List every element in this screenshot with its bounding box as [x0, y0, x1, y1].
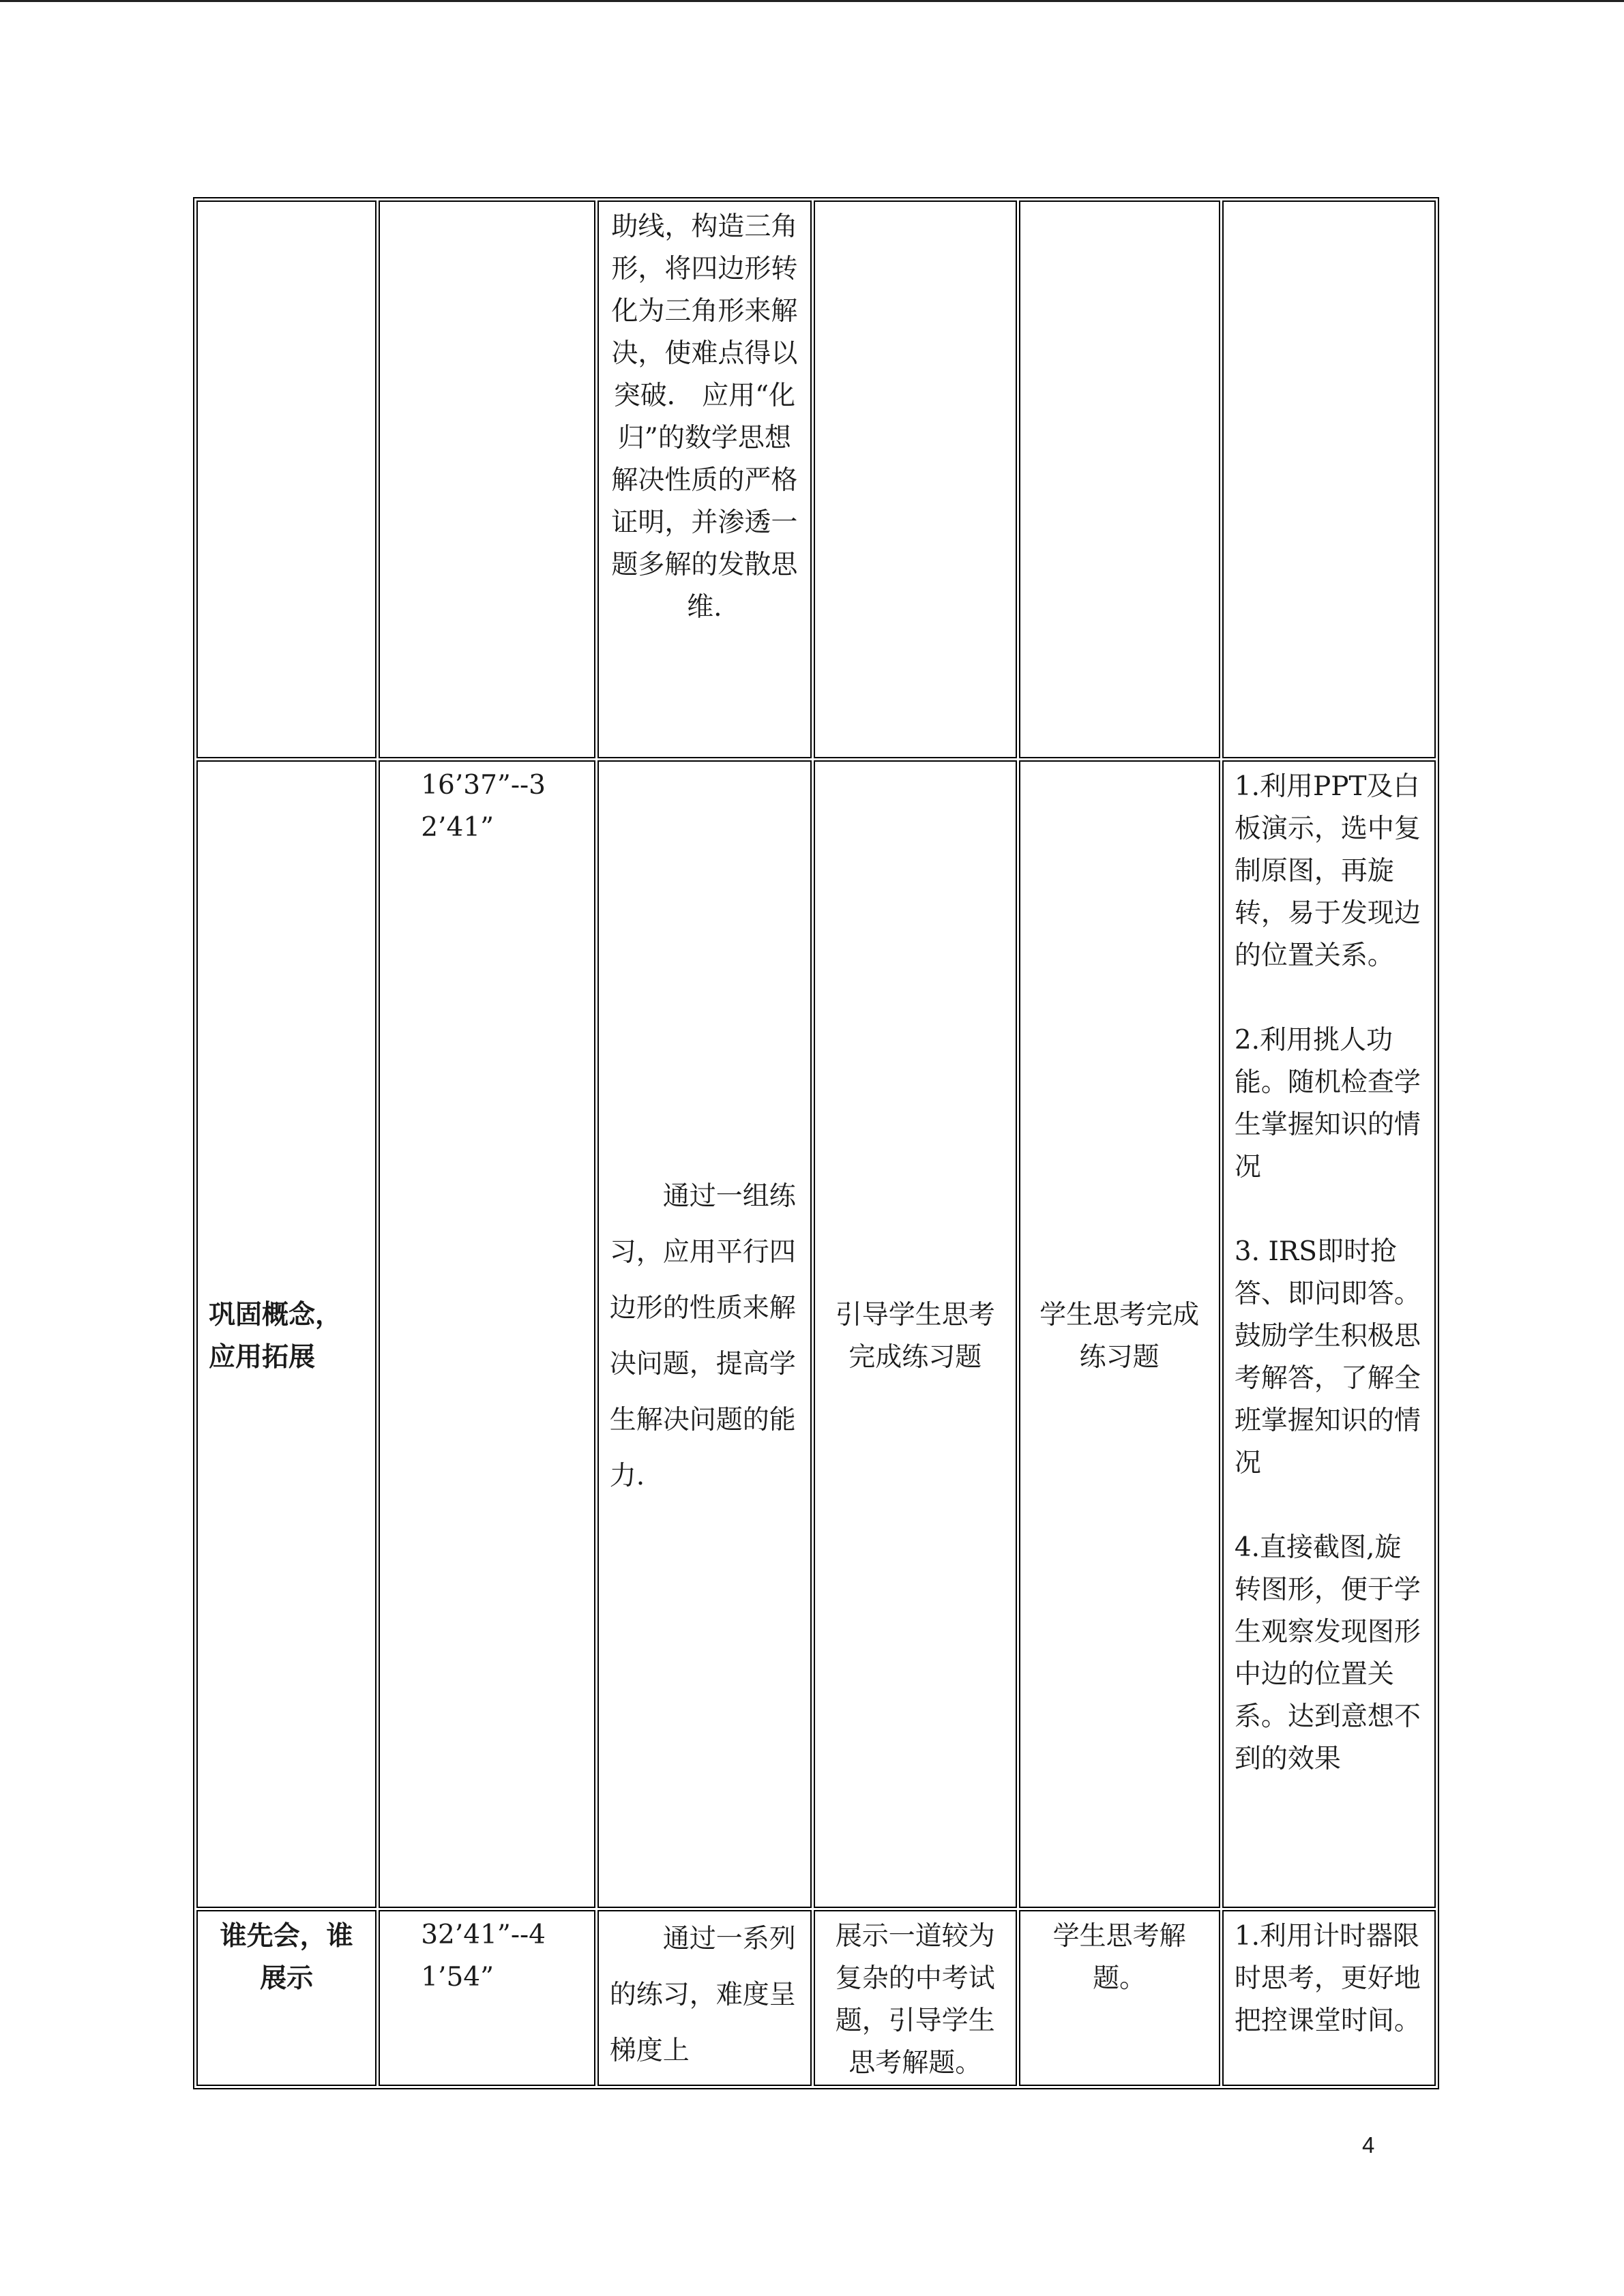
stage-cell: [196, 200, 377, 758]
stage-cell: 谁先会，谁展示: [196, 1910, 377, 2086]
teacher-activity-cell: 引导学生思考完成练习题: [814, 760, 1017, 1908]
design-intent-cell: 通过一组练习，应用平行四边形的性质来解决问题，提高学生解决问题的能力.: [597, 760, 812, 1908]
tech-item: 1.利用计时器限时思考，更好地把控课堂时间。: [1234, 1921, 1421, 2036]
tech-item: 1.利用PPT及白板演示，选中复制原图，再旋转，易于发现边的位置关系。: [1234, 771, 1421, 971]
tech-item: 2.利用挑人功能。随机检查学生掌握知识的情况: [1234, 1025, 1421, 1182]
page-number: 4: [1362, 2132, 1375, 2158]
student-activity-cell: [1019, 200, 1220, 758]
lesson-plan-table: [193, 197, 1439, 2089]
time-cell: [379, 200, 595, 758]
design-intent-cell: 通过一系列的练习，难度呈梯度上: [597, 1910, 812, 2086]
table-row: [196, 1910, 1436, 2086]
tech-item: 4.直接截图,旋转图形，便于学生观察发现图形中边的位置关系。达到意想不到的效果: [1234, 1532, 1421, 1774]
time-cell: 32’41”--41’54”: [379, 1910, 595, 2086]
time-cell: 16’37”--32’41”: [379, 760, 595, 1908]
stage-cell: 巩固概念，应用拓展: [196, 760, 377, 1908]
teacher-activity-cell: 展示一道较为复杂的中考试题，引导学生思考解题。: [814, 1910, 1017, 2086]
technology-use-cell: [1222, 1910, 1436, 2086]
top-border-line: [0, 0, 1624, 2]
teacher-activity-cell: [814, 200, 1017, 758]
student-activity-cell: 学生思考解题。: [1019, 1910, 1220, 2086]
table-row: [196, 200, 1436, 758]
design-intent-cell: 助线，构造三角形，将四边形转化为三角形来解决，使难点得以突破． 应用“化归”的数学思想解决性质的严格证明，并渗透一题多解的发散思维.: [597, 200, 812, 758]
student-activity-cell: 学生思考完成练习题: [1019, 760, 1220, 1908]
technology-use-cell: [1222, 200, 1436, 758]
table-row: [196, 760, 1436, 1908]
technology-use-cell: [1222, 760, 1436, 1908]
tech-item: 3. IRS即时抢答、即问即答。鼓励学生积极思考解答，了解全班掌握知识的情况: [1234, 1236, 1421, 1478]
